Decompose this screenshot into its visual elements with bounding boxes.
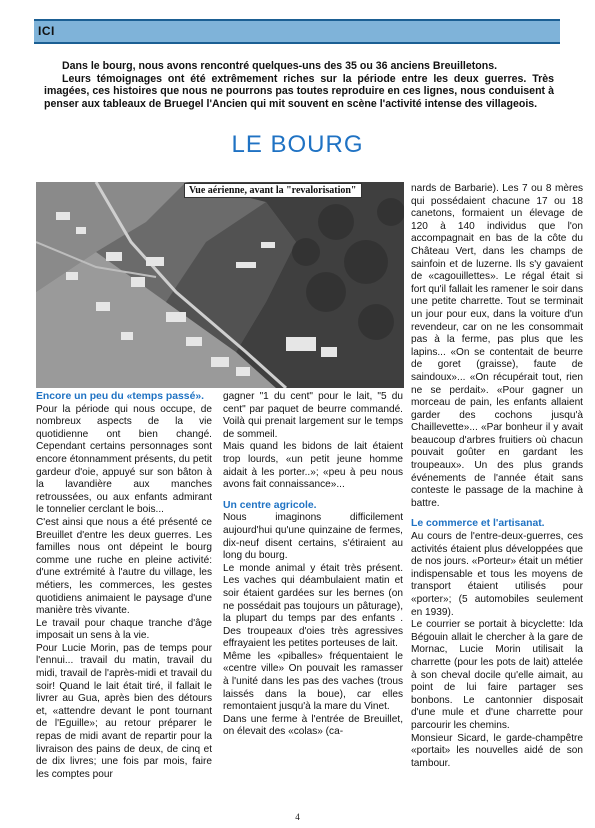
photo-caption: Vue aérienne, avant la "revalorisation" [184,183,362,198]
paragraph: Même les «piballes» fréquentaient le «centre ville» On pouvait les ramasser à l'unité dans les pas des vaches (trous laissés dans la boue), car elles remontaient jusqu'à la mare du Vinet. [223,650,403,713]
paragraph: Dans une ferme à l'entrée de Breuillet, on élevait des «colas» (ca- [223,713,403,738]
intro-line-2: Leurs témoignages ont été extrêmement riches sur la période entre les deux guerres. Très imagées, ces histoires que nous ne pourrons pas toutes reproduire en ces lignes, nous conduisent à penser aux tableaux de Bruegel l'Ancien qui mit souvent en scène l'activité intense des villageois. [44,72,554,110]
paragraph: Mais quand les bidons de lait étaient trop lourds, «un petit jeune homme aidait à les porter..»; «peu à peu nous avons fait connaissance»... [223,441,403,491]
column-1 [36,391,212,781]
page-title: LE BOURG [231,131,364,158]
intro-line-1: Dans le bourg, nous avons rencontré quelques-uns des 35 ou 36 anciens Breuilletons. [62,60,498,72]
page-number: 4 [295,812,300,822]
paragraph: Monsieur Sicard, le garde-champêtre «portait» les nouvelles aidé de son tambour. [411,732,583,769]
paragraph: Pour la période qui nous occupe, de nombreux aspects de la vie quotidienne ont bien changé. Cependant certains personnages sont encore étonnamment présents, du petit gardeur d'oie, appuyé sur son bâton à la lavandière aux manches retroussées, ou aux enfants admirant le tonnelier cerclant le bois... [36,403,212,516]
aerial-photo [36,182,404,388]
column-2 [223,391,403,739]
paragraph: Le monde animal y était très présent. Les vaches qui déambulaient matin et soir étaient gardées sur les bernes (on ne possédait pas toujours un pâturage), la plupart du temps par des enfants . Des troupeaux d'oies très agressives effrayaient les petites porteuses de lait. [223,562,403,650]
section-heading-centre-agricole: Un centre agricole. [223,499,317,511]
section-label: ICI [38,24,55,38]
column-3 [411,183,583,770]
section-heading-commerce: Le commerce et l'artisanat. [411,518,545,530]
paragraph: nards de Barbarie). Les 7 ou 8 mères qui possédaient chacune 17 ou 18 canetons, formaient un élevage de 120 à 140 individus que l'on accompagnait en bas de la côte du Château Vert, dans les champs de sainfoin et de luzerne. Ils s'y gavaient de «cagouillettes». Le régal était si fort qu'il fallait les ramener le soir dans une petite charrette. Tout se terminait un jour pour eux, dans la voiture d'un revendeur, car on ne les consommait pas à la ferme, pas plus que les lapins... «On se contentait de beurre de goret (graisse), faute de saindoux»... «On récupérait tout, rien ne se perdait». «Pour gagner un morceau de pain, les enfants allaient garder des cochons jusqu'à Chaillevette»... «Par bonheur il y avait beaucoup d'arbres fruitiers où chacun pouvait goûter en gardant les troupeaux». Un des plus grands événements de l'année était sans conteste le passage de la machine à battre. [411,183,583,509]
paragraph: Le courrier se portait à bicyclette: Ida Bégouin allait le chercher à la gare de Mornac, Lucie Morin utilisait la charrette (pour les pots de lait) attelée à son cheval docile qu'elle aimait, au point de lui faire partager ses bonbons. Le cantonnier disposait d'une mule et d'une charrette pour parcourir les chemins. [411,619,583,731]
paragraph: Pour Lucie Morin, pas de temps pour l'ennui... travail du matin, travail du midi, travail de l'après-midi et travail du soir! Quand le lait était tiré, il fallait le livrer au Gua, après bien des détours et, «attendre devant le pont tournant de l'Eguille»; au retour préparer le repas de midi avant de repartir pour la livraison des pains de deux, de cinq et de dix livres; une fois par mois, faire les comptes pour [36,642,212,780]
section-heading-temps-passe: Encore un peu du «temps passé». [36,391,205,402]
paragraph: C'est ainsi que nous a été présenté ce Breuillet d'entre les deux guerres. Les familles nous ont dépeint le bourg comme une ruche en pleine activité: d'une extrémité à l'autre du village, les métiers, les commerces, les gestes quotidiens animaient le paysage d'une manière très vivante. [36,516,212,617]
paragraph: gagner "1 du cent" pour le lait, "5 du cent" par paquet de beurre commandé. Voilà qui prenait largement sur le temps de sommeil. [223,391,403,440]
paragraph: Au cours de l'entre-deux-guerres, ces activités étaient plus développées que de nos jours. «Porteur» était un métier indispensable et tous les moyens de transport étaient utilisés pour «porter»; (5 automobiles seulement en 1939). [411,531,583,618]
paragraph: Nous imaginons difficilement aujourd'hui qu'une quinzaine de fermes, dix-neuf disent certains, s'étiraient au long du bourg. [223,512,403,562]
section-header-bar [34,19,560,44]
intro-paragraph [44,60,554,110]
paragraph: Le travail pour chaque tranche d'âge imposait un sens à la vie. [36,617,212,642]
aerial-photo-image [36,182,404,388]
